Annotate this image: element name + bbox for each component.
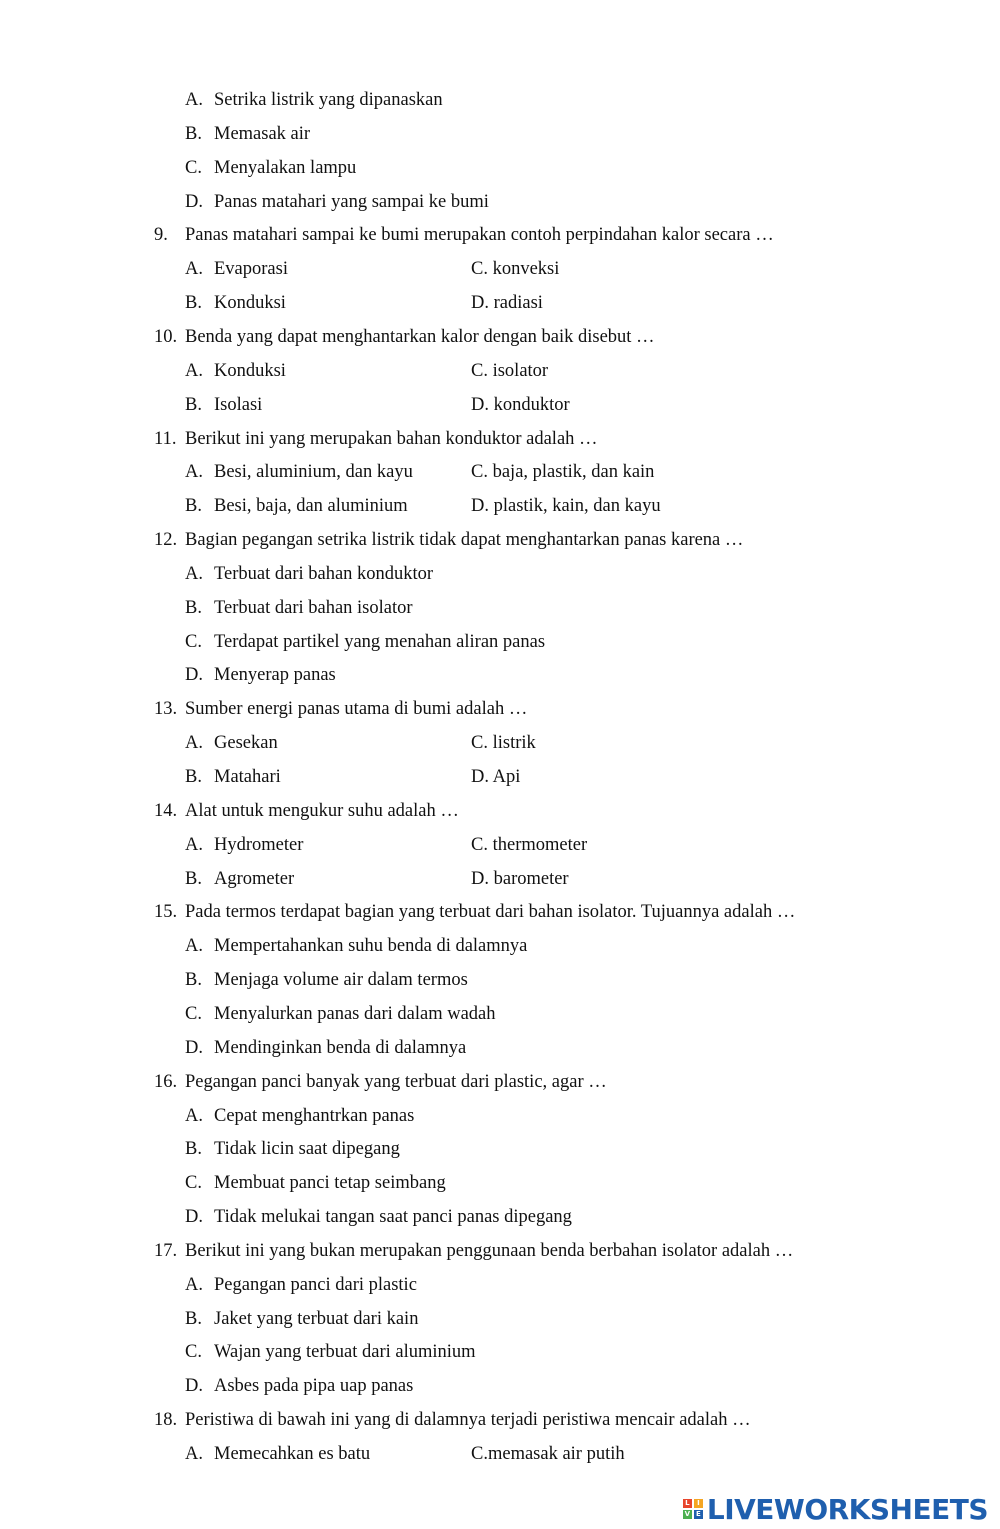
option-letter: D. (185, 191, 203, 212)
logo-mark-icon (683, 1499, 703, 1519)
option-text: Menjaga volume air dalam termos (214, 970, 468, 991)
logo-mark-l: L (683, 1499, 692, 1508)
option-letter: C. (185, 631, 202, 652)
option-text: Matahari (214, 767, 281, 787)
option-letter: B. (185, 767, 202, 787)
option-text: Besi, baja, dan aluminium (214, 496, 408, 517)
question-number: 14. (154, 800, 178, 821)
option-letter: D. (185, 665, 203, 686)
option-text: Wajan yang terbuat dari aluminium (214, 1342, 476, 1363)
option-letter: A. (185, 733, 203, 754)
option-letter: B. (185, 868, 202, 889)
option-text: Membuat panci tetap seimbang (214, 1173, 446, 1194)
option-text-second: D. plastik, kain, dan kayu (471, 496, 661, 517)
option-text: Evaporasi (214, 259, 288, 280)
option-letter: A. (185, 936, 203, 957)
option-letter: A. (185, 259, 203, 280)
question-text: Peristiwa di bawah ini yang di dalamnya terjadi peristiwa mencair adalah … (185, 1410, 751, 1431)
option-text: Pegangan panci dari plastic (214, 1274, 417, 1295)
option-letter: C. (185, 1342, 202, 1363)
question-number: 13. (154, 699, 178, 720)
liveworksheets-logo (683, 1493, 988, 1525)
option-text: Konduksi (214, 360, 286, 381)
option-letter: A. (185, 360, 203, 381)
option-letter: D. (185, 1207, 203, 1228)
option-text-second: C. listrik (471, 733, 536, 754)
option-text-second: C. baja, plastik, dan kain (471, 462, 655, 483)
option-text: Terbuat dari bahan konduktor (214, 563, 434, 584)
option-text: Jaket yang terbuat dari kain (214, 1308, 419, 1329)
option-letter: B. (185, 1139, 202, 1160)
question-text: Panas matahari sampai ke bumi merupakan contoh perpindahan kalor secara … (185, 225, 774, 246)
option-letter: D. (185, 1376, 203, 1397)
option-letter: A. (185, 1444, 203, 1464)
question-number: 17. (154, 1240, 178, 1261)
option-text-second: C. konveksi (471, 259, 560, 280)
question-number: 18. (154, 1410, 178, 1431)
option-text: Menyalurkan panas dari dalam wadah (214, 1003, 496, 1024)
option-text: Isolasi (214, 394, 263, 415)
option-text: Cepat menghantrkan panas (214, 1105, 415, 1126)
option-letter: A. (185, 462, 203, 483)
option-text: Mendinginkan benda di dalamnya (214, 1037, 467, 1058)
option-letter: B. (185, 394, 202, 415)
option-letter: A. (185, 834, 203, 855)
option-text: Gesekan (214, 733, 278, 754)
option-letter: B. (185, 123, 202, 144)
question-text: Benda yang dapat menghantarkan kalor dengan baik disebut … (185, 326, 655, 347)
logo-mark-i: I (694, 1499, 703, 1508)
logo-mark-e: E (694, 1510, 703, 1519)
option-text-second: C. isolator (471, 360, 549, 381)
option-text-second: D. barometer (471, 868, 569, 889)
question-number: 10. (154, 326, 178, 347)
option-text: Panas matahari yang sampai ke bumi (214, 191, 489, 212)
option-text-second: D. radiasi (471, 293, 543, 314)
option-letter: A. (185, 563, 203, 584)
question-text: Alat untuk mengukur suhu adalah … (185, 800, 459, 821)
question-number: 15. (154, 902, 178, 923)
option-text: Mempertahankan suhu benda di dalamnya (214, 936, 528, 957)
option-letter: C. (185, 157, 202, 178)
question-text: Bagian pegangan setrika listrik tidak dapat menghantarkan panas karena … (185, 530, 744, 551)
question-text: Pada termos terdapat bagian yang terbuat dari bahan isolator. Tujuannya adalah … (185, 902, 796, 923)
logo-text: LIVEWORKSHEETS (706, 1492, 988, 1526)
question-number: 9. (154, 225, 168, 246)
question-number: 12. (154, 530, 178, 551)
option-text-second: C. thermometer (471, 834, 588, 855)
option-letter: B. (185, 970, 202, 991)
question-text: Pegangan panci banyak yang terbuat dari plastic, agar … (185, 1071, 607, 1092)
question-text: Berikut ini yang merupakan bahan konduktor adalah … (185, 428, 598, 449)
option-text: Besi, aluminium, dan kayu (214, 462, 413, 483)
option-text: Setrika listrik yang dipanaskan (214, 90, 443, 110)
option-letter: C. (185, 1003, 202, 1024)
option-text: Asbes pada pipa uap panas (214, 1376, 414, 1397)
option-letter: B. (185, 1308, 202, 1329)
option-text: Konduksi (214, 293, 286, 314)
option-letter: C. (185, 1173, 202, 1194)
option-text: Terbuat dari bahan isolator (214, 597, 413, 618)
option-letter: A. (185, 1105, 203, 1126)
option-text-second: D. konduktor (471, 394, 570, 415)
question-text: Berikut ini yang bukan merupakan penggunaan benda berbahan isolator adalah … (185, 1240, 794, 1261)
question-number: 16. (154, 1071, 178, 1092)
question-number: 11. (154, 428, 177, 449)
option-text-second: D. Api (471, 767, 521, 787)
option-letter: B. (185, 293, 202, 314)
logo-mark-v: V (684, 1510, 691, 1518)
option-letter: D. (185, 1037, 203, 1058)
question-text: Sumber energi panas utama di bumi adalah … (185, 699, 528, 720)
option-text: Menyalakan lampu (214, 157, 357, 178)
option-letter: B. (185, 597, 202, 618)
option-letter: A. (185, 90, 203, 110)
option-letter: B. (185, 496, 202, 517)
option-letter: A. (185, 1274, 203, 1295)
option-text: Hydrometer (214, 834, 304, 855)
option-text: Memecahkan es batu (214, 1444, 371, 1464)
option-text: Tidak licin saat dipegang (214, 1139, 400, 1160)
option-text: Menyerap panas (214, 665, 336, 686)
option-text-second: C.memasak air putih (471, 1444, 625, 1464)
option-text: Agrometer (214, 868, 295, 889)
option-text: Tidak melukai tangan saat panci panas dipegang (214, 1207, 572, 1228)
option-text: Memasak air (214, 123, 311, 144)
option-text: Terdapat partikel yang menahan aliran panas (214, 631, 546, 652)
